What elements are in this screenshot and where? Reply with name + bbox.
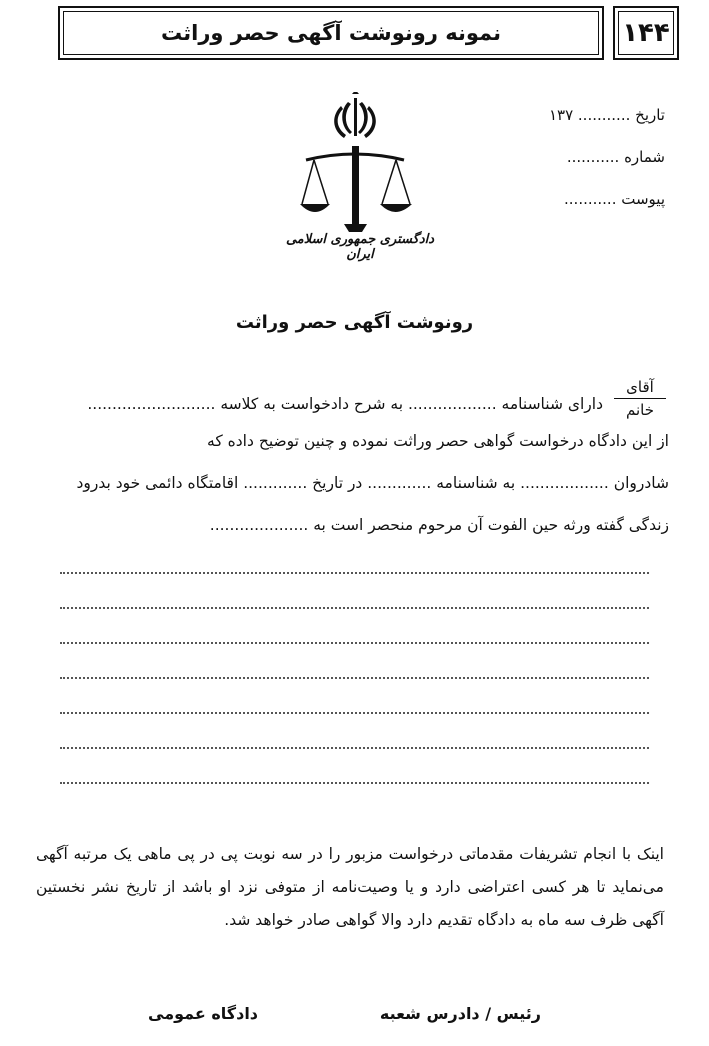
blank-line [60, 677, 649, 679]
blank-line [60, 782, 649, 784]
number-dots: ........... [566, 148, 620, 166]
form-line-4: زندگی گفته ورثه حین الفوت آن مرحوم منحصر است به .................... [209, 516, 669, 534]
judge-signature: رئیس / دادرس شعبه [379, 1004, 541, 1023]
notice-paragraph: اینک با انجام تشریفات مقدماتی درخواست مزبور را در سه نوبت پی در پی ماهی یک مرتبه آگهی می‌نماید تا هر کسی اعتراضی دارد و یا وصیت‌نامه از متوفی نزد او باشد از تاریخ نشر نخستین آگهی ظرف سه ماه به دادگاه تقدیم دارد والا گواهی صادر خواهد شد. [36, 845, 664, 929]
number-label: شماره [624, 148, 665, 166]
attachment-dots: ........... [564, 190, 617, 208]
date-field [549, 106, 665, 124]
blank-line [60, 607, 649, 609]
title-divider [614, 398, 666, 399]
header-title-box [58, 6, 604, 60]
date-year: ۱۳۷ [548, 106, 574, 124]
judiciary-emblem-icon [296, 92, 414, 252]
court-signature: دادگاه عمومی [148, 1004, 259, 1023]
blank-line [60, 712, 649, 714]
attachment-field [564, 190, 665, 208]
form-line-2: از این دادگاه درخواست گواهی حصر وراثت نموده و چنین توضیح داده که [207, 432, 669, 450]
page-title: نمونه رونوشت آگهی حصر وراثت [161, 21, 501, 45]
form-line-3: شادروان .................. به شناسنامه ............. در تاریخ ............. اقامتگاه دائمی خود بدرود [76, 474, 669, 492]
number-field [567, 148, 665, 166]
emblem-caption: دادگستری جمهوری اسلامی ایران [285, 232, 435, 262]
title-mrs: خانم [625, 401, 654, 419]
title-mr: آقای [626, 378, 654, 396]
blank-line [60, 747, 649, 749]
page-number: ۱۴۴ [622, 18, 670, 48]
blank-line [60, 572, 649, 574]
subtitle: رونوشت آگهی حصر وراثت [235, 312, 474, 333]
attachment-label: پیوست [621, 190, 665, 208]
page-number-box [613, 6, 679, 60]
date-label: تاریخ [635, 106, 665, 124]
blank-line [60, 642, 649, 644]
form-line-1: دارای شناسنامه .................. به شرح دادخواست به کلاسه .......................... [87, 395, 603, 413]
title-selector [614, 378, 666, 419]
date-dots: ........... [577, 106, 631, 124]
